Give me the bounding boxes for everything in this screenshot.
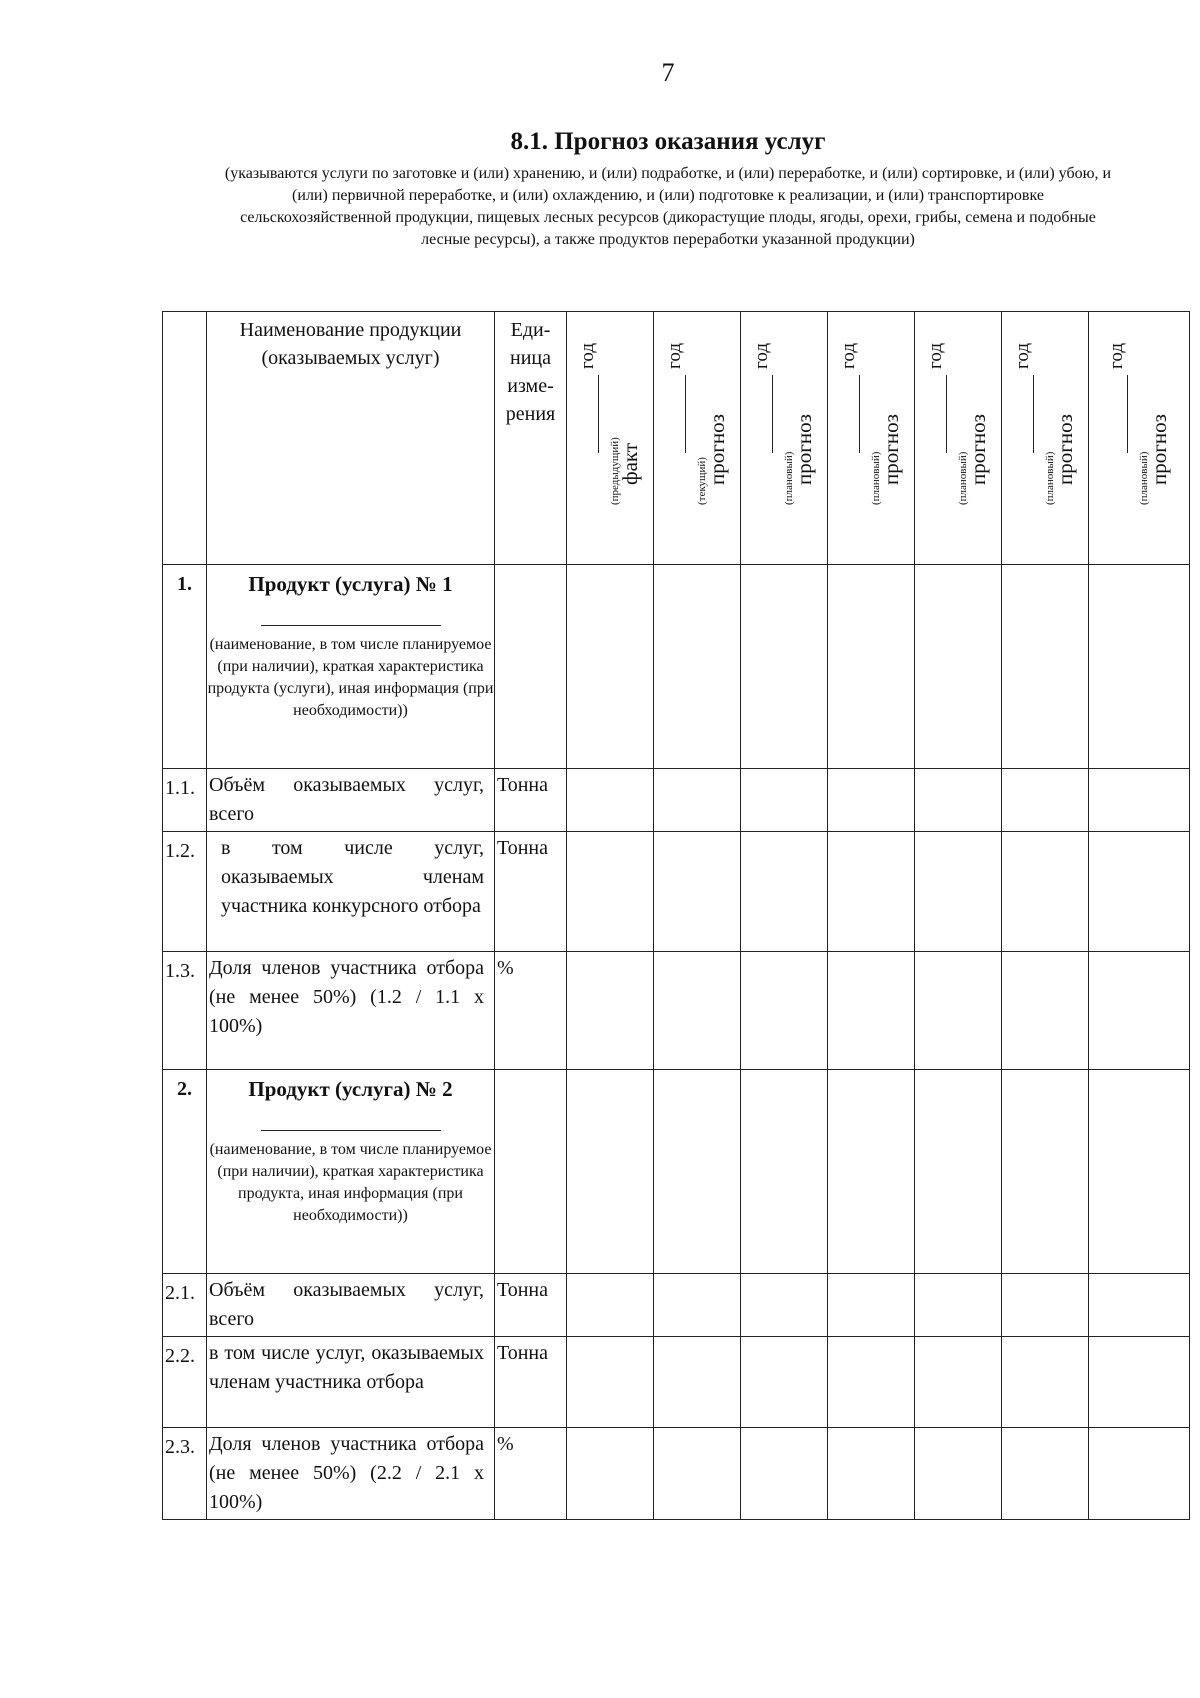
header-row: [163, 312, 1190, 565]
value-cell[interactable]: [828, 1274, 915, 1337]
product-title: Продукт (услуга) № 1: [248, 572, 453, 596]
year-note: (плановый): [1044, 451, 1056, 505]
value-cell[interactable]: [654, 1428, 741, 1520]
value-cell[interactable]: [741, 1337, 828, 1428]
header-year-cell: [1089, 312, 1190, 565]
value-cell[interactable]: [915, 1337, 1002, 1428]
row-number: 1.2.: [163, 832, 207, 952]
product-name-cell: [207, 565, 495, 769]
value-cell[interactable]: [1002, 952, 1089, 1070]
value-cell[interactable]: [1002, 1274, 1089, 1337]
product-description: (наименование, в том числе планируемое (при наличии), краткая характеристика продукта, иная информация (при необходимости)): [209, 1141, 492, 1224]
year-word: год: [838, 343, 859, 369]
unit-cell: [495, 565, 567, 769]
value-cell[interactable]: [915, 1274, 1002, 1337]
unit-cell: Тонна: [495, 1337, 567, 1428]
year-word: год: [1106, 343, 1127, 369]
value-cell[interactable]: [828, 1070, 915, 1274]
row-number: 2.3.: [163, 1428, 207, 1520]
table-row: [163, 1274, 1190, 1337]
row-number: 1.: [163, 565, 207, 769]
section-subtitle: (указываются услуги по заготовке и (или) хранению, и (или) подработке, и (или) переработке, и (или) сортировке, и (или) убою, и (или) первичной переработке, и (или) охлаждению, и (или) подготовке к реализации, и (или) транспортировке сельскохозяйственной продукции, пищевых лесных ресурсов (дикорастущие плоды, ягоды, орехи, грибы, семена и подобные лесные ресурсы), а также продуктов переработки указанной продукции): [224, 165, 1112, 248]
year-note: (плановый): [1138, 451, 1150, 505]
value-cell[interactable]: [828, 1337, 915, 1428]
row-label: Доля членов участника отбора (не менее 50%) (1.2 / 1.1 х 100%): [207, 952, 495, 1070]
page-number: 7: [661, 58, 675, 87]
value-cell[interactable]: [741, 1274, 828, 1337]
table-row: [163, 1428, 1190, 1520]
year-word: год: [925, 343, 946, 369]
row-number: 2.2.: [163, 1337, 207, 1428]
fill-in-line: [261, 1130, 441, 1131]
year-kind: прогноз: [705, 414, 729, 485]
value-cell[interactable]: [567, 1070, 654, 1274]
row-number: 2.: [163, 1070, 207, 1274]
value-cell[interactable]: [567, 832, 654, 952]
year-note: (плановый): [957, 451, 969, 505]
year-note: (предыдущий): [609, 437, 621, 505]
product-row: [163, 1070, 1190, 1274]
unit-cell: Тонна: [495, 769, 567, 832]
section-title: 8.1. Прогноз оказания услуг: [510, 128, 826, 155]
value-cell[interactable]: [1002, 1428, 1089, 1520]
year-kind: прогноз: [879, 414, 903, 485]
table-row: [163, 952, 1190, 1070]
year-kind: прогноз: [966, 414, 990, 485]
row-number: 2.1.: [163, 1274, 207, 1337]
product-name-cell: [207, 1070, 495, 1274]
value-cell[interactable]: [828, 832, 915, 952]
value-cell[interactable]: [1089, 1337, 1190, 1428]
value-cell[interactable]: [1002, 1070, 1089, 1274]
value-cell[interactable]: [1089, 565, 1190, 769]
header-year-cell: [654, 312, 741, 565]
row-label: Доля членов участника отбора (не менее 50%) (2.2 / 2.1 х 100%): [207, 1428, 495, 1520]
value-cell[interactable]: [741, 565, 828, 769]
value-cell[interactable]: [741, 1428, 828, 1520]
header-year-cell: [915, 312, 1002, 565]
header-year-cell: [828, 312, 915, 565]
value-cell[interactable]: [915, 565, 1002, 769]
value-cell[interactable]: [567, 565, 654, 769]
year-kind: факт: [618, 442, 642, 485]
table-row: [163, 769, 1190, 832]
value-cell[interactable]: [1089, 1428, 1190, 1520]
value-cell[interactable]: [915, 832, 1002, 952]
row-label: в том числе услуг, оказываемых членам участника отбора: [207, 1337, 495, 1428]
services-forecast-table: [162, 311, 1190, 1520]
row-label: в том числе услуг, оказываемых членам участника конкурсного отбора: [207, 832, 495, 952]
value-cell[interactable]: [654, 769, 741, 832]
product-row: [163, 565, 1190, 769]
value-cell[interactable]: [1089, 1070, 1190, 1274]
value-cell[interactable]: [915, 952, 1002, 1070]
header-year-cell: [741, 312, 828, 565]
year-note: (плановый): [783, 451, 795, 505]
value-cell[interactable]: [567, 1428, 654, 1520]
value-cell[interactable]: [654, 1337, 741, 1428]
value-cell[interactable]: [567, 952, 654, 1070]
value-cell[interactable]: [828, 1428, 915, 1520]
value-cell[interactable]: [1002, 565, 1089, 769]
value-cell[interactable]: [1089, 1274, 1190, 1337]
value-cell[interactable]: [828, 565, 915, 769]
unit-cell: [495, 1070, 567, 1274]
value-cell[interactable]: [567, 1337, 654, 1428]
year-note: (плановый): [870, 451, 882, 505]
value-cell[interactable]: [1089, 952, 1190, 1070]
header-year-cell: [567, 312, 654, 565]
row-number: 1.3.: [163, 952, 207, 1070]
header-unit-cell: Еди-ница изме-рения: [495, 312, 567, 565]
value-cell[interactable]: [915, 1070, 1002, 1274]
unit-cell: Тонна: [495, 832, 567, 952]
value-cell[interactable]: [1002, 832, 1089, 952]
row-label: Объём оказываемых услуг, всего: [207, 1274, 495, 1337]
value-cell[interactable]: [567, 1274, 654, 1337]
table-row: [163, 1337, 1190, 1428]
value-cell[interactable]: [915, 769, 1002, 832]
header-num-cell: [163, 312, 207, 565]
year-word: год: [577, 343, 598, 369]
value-cell[interactable]: [654, 565, 741, 769]
year-word: год: [664, 343, 685, 369]
value-cell[interactable]: [654, 952, 741, 1070]
value-cell[interactable]: [741, 952, 828, 1070]
row-number: 1.1.: [163, 769, 207, 832]
table-row: [163, 832, 1190, 952]
value-cell[interactable]: [741, 1070, 828, 1274]
year-word: год: [1012, 343, 1033, 369]
value-cell[interactable]: [1089, 769, 1190, 832]
value-cell[interactable]: [741, 832, 828, 952]
value-cell[interactable]: [828, 769, 915, 832]
value-cell[interactable]: [654, 832, 741, 952]
header-name-cell: Наименование продукции (оказываемых услуг): [207, 312, 495, 565]
product-description: (наименование, в том числе планируемое (при наличии), краткая характеристика продукта (услуги), иная информация (при необходимости)): [207, 636, 494, 719]
value-cell[interactable]: [567, 769, 654, 832]
year-word: год: [751, 343, 772, 369]
fill-in-line: [261, 625, 441, 626]
value-cell[interactable]: [1002, 1337, 1089, 1428]
header-year-cell: [1002, 312, 1089, 565]
value-cell[interactable]: [741, 769, 828, 832]
value-cell[interactable]: [828, 952, 915, 1070]
product-title: Продукт (услуга) № 2: [248, 1077, 453, 1101]
value-cell[interactable]: [1089, 832, 1190, 952]
year-kind: прогноз: [1147, 414, 1171, 485]
year-kind: прогноз: [792, 414, 816, 485]
unit-cell: %: [495, 1428, 567, 1520]
unit-cell: %: [495, 952, 567, 1070]
value-cell[interactable]: [654, 1274, 741, 1337]
value-cell[interactable]: [915, 1428, 1002, 1520]
value-cell[interactable]: [654, 1070, 741, 1274]
year-note: (текущий): [696, 457, 708, 505]
value-cell[interactable]: [1002, 769, 1089, 832]
row-label: Объём оказываемых услуг, всего: [207, 769, 495, 832]
year-kind: прогноз: [1053, 414, 1077, 485]
unit-cell: Тонна: [495, 1274, 567, 1337]
